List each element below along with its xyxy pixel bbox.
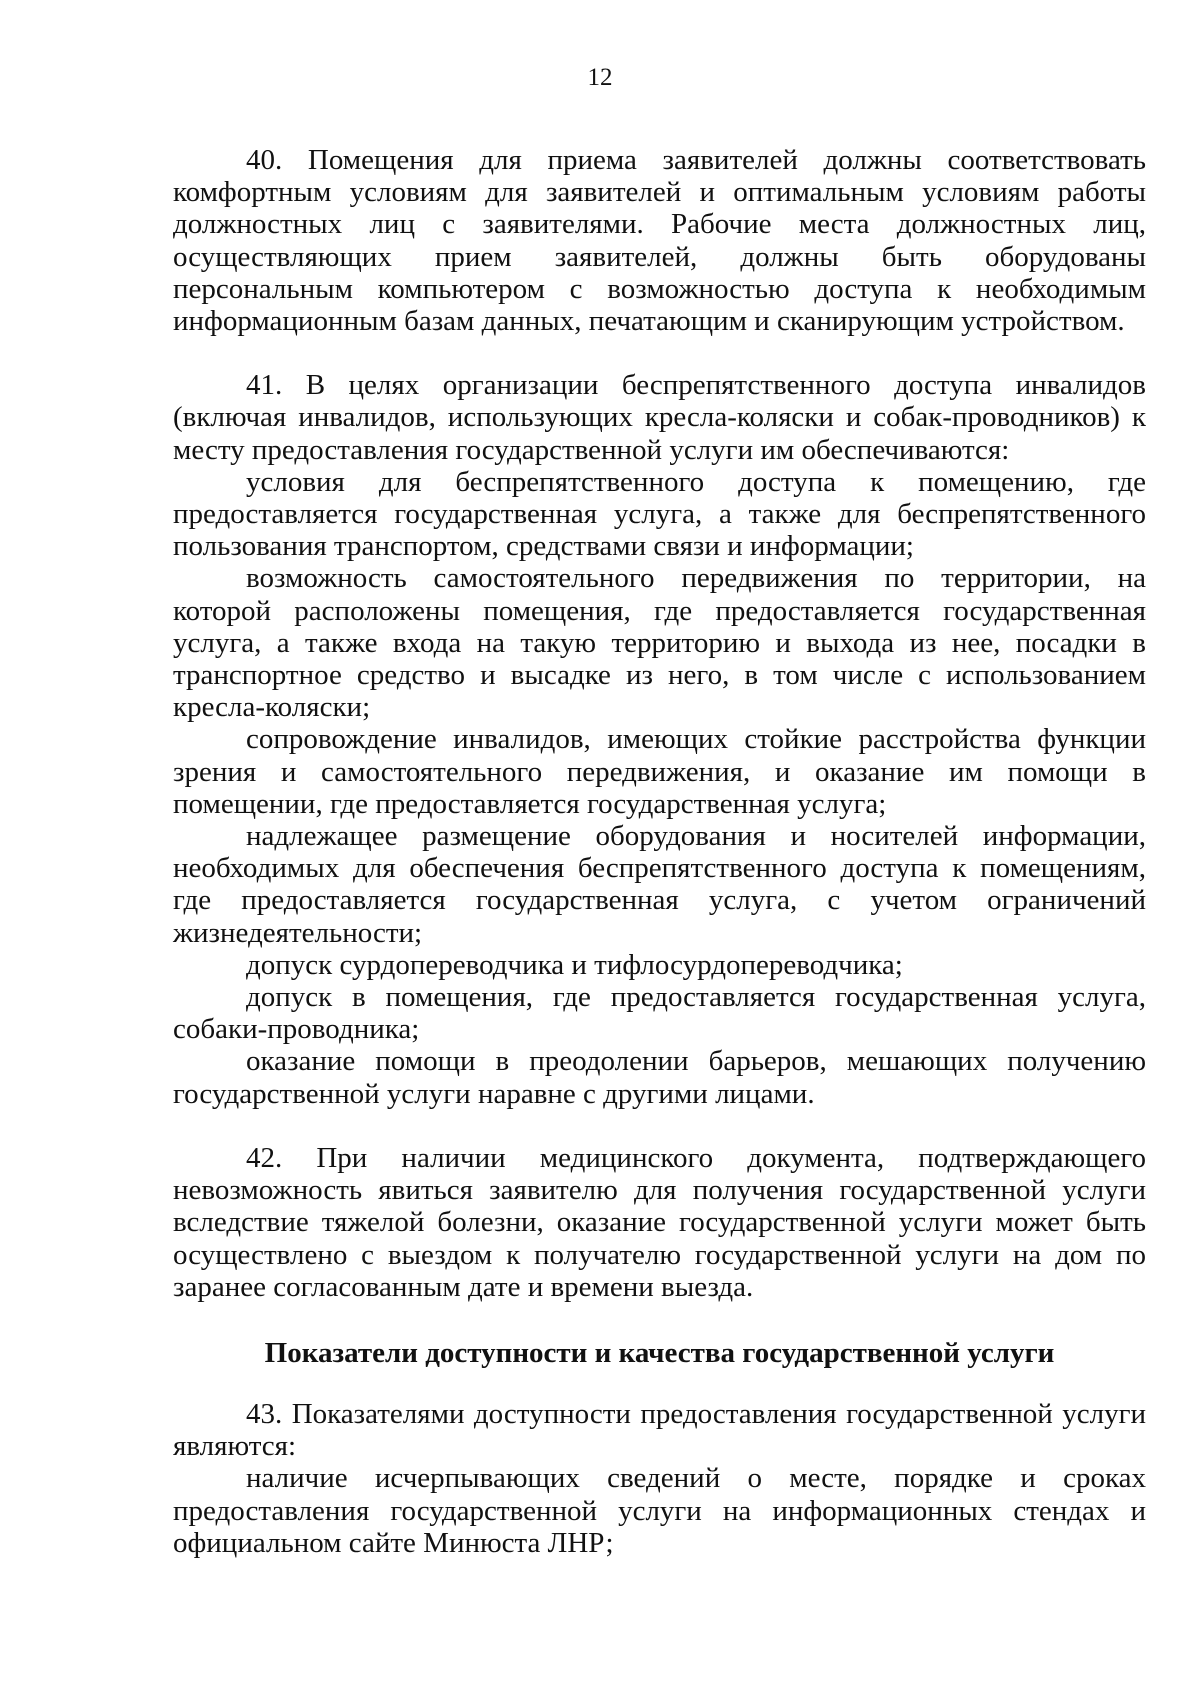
paragraph-40: 40. Помещения для приема заявителей должны соответствовать комфортным условиям для заявителей и оптимальным условиям работы должностных лиц с заявителями. Рабочие места должностных лиц, осуществляющих прием заявителей, должны быть оборудованы персональным компьютером с возможностью доступа к необходимым информационным базам данных, печатающим и сканирующим устройством.: [173, 144, 1146, 338]
document-body: [173, 144, 1146, 1559]
paragraph-41-item-6: допуск в помещения, где предоставляется государственная услуга, собаки-проводника;: [173, 981, 1146, 1046]
paragraph-41: 41. В целях организации беспрепятственного доступа инвалидов (включая инвалидов, использующих кресла-коляски и собак-проводников) к месту предоставления государственной услуги им обеспечиваются:: [173, 369, 1146, 466]
section-heading: Показатели доступности и качества государственной услуги: [264, 1336, 1055, 1369]
paragraph-41-item-7: оказание помощи в преодолении барьеров, мешающих получению государственной услуги наравне с другими лицами.: [173, 1045, 1146, 1110]
paragraph-43-item-1: наличие исчерпывающих сведений о месте, порядке и сроках предоставления государственной услуги на информационных стендах и официальном сайте Минюста ЛНР;: [173, 1462, 1146, 1559]
paragraph-43: 43. Показателями доступности предоставления государственной услуги являются:: [173, 1397, 1146, 1463]
paragraph-41-item-3: сопровождение инвалидов, имеющих стойкие расстройства функции зрения и самостоятельного передвижения, и оказание им помощи в помещении, где предоставляется государственная услуга;: [173, 723, 1146, 820]
paragraph-41-item-2: возможность самостоятельного передвижения по территории, на которой расположены помещения, где предоставляется государственная услуга, а также входа на такую территорию и выхода из нее, посадки в транспортное средство и высадке из него, в том числе с использованием кресла-коляски;: [173, 562, 1146, 724]
paragraph-42: 42. При наличии медицинского документа, подтверждающего невозможность явиться заявителю для получения государственной услуги вследствие тяжелой болезни, оказание государственной услуги может быть осуществлено с выездом к получателю государственной услуги на дом по заранее согласованным дате и времени выезда.: [173, 1141, 1146, 1303]
paragraph-41-item-1: условия для беспрепятственного доступа к помещению, где предоставляется государственная услуга, а также для беспрепятственного пользования транспортом, средствами связи и информации;: [173, 465, 1146, 563]
paragraph-41-item-4: надлежащее размещение оборудования и носителей информации, необходимых для обеспечения беспрепятственного доступа к помещениям, где предоставляется государственная услуга, с учетом ограничений жизнедеятельности;: [173, 820, 1146, 949]
page-number: 12: [587, 64, 613, 91]
paragraph-41-item-5: допуск сурдопереводчика и тифлосурдопереводчика;: [246, 948, 903, 981]
